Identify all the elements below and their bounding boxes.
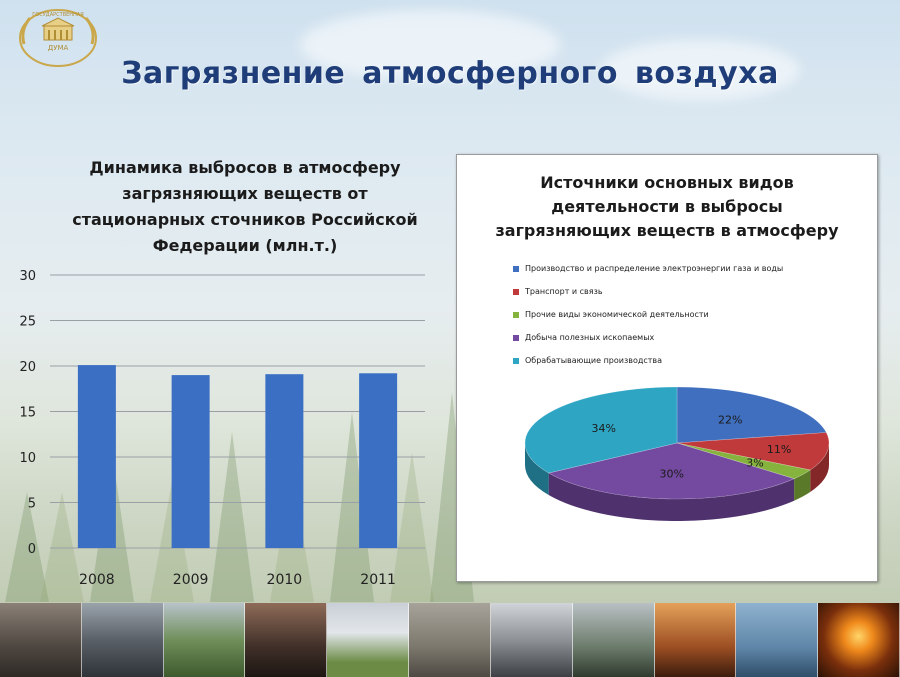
bar-chart-title-line: Динамика выбросов в атмосферу xyxy=(89,158,401,177)
bar xyxy=(359,373,397,548)
legend-label: Производство и распределение электроэнергии газа и воды xyxy=(525,264,784,273)
pie-chart-title-line: Источники основных видов xyxy=(540,173,794,192)
legend-swatch xyxy=(513,312,519,318)
y-tick-label: 15 xyxy=(19,405,36,421)
photo-train xyxy=(573,603,655,677)
legend-item xyxy=(513,257,783,280)
legend-label: Обрабатывающие производства xyxy=(525,356,663,365)
pie-slice-label: 22% xyxy=(718,413,743,427)
x-tick-label: 2008 xyxy=(79,572,115,588)
bar xyxy=(78,365,116,548)
photo-industrial-sunset xyxy=(655,603,737,677)
pie-slice-label: 11% xyxy=(766,442,792,456)
photo-factory-field xyxy=(327,603,409,677)
legend-item xyxy=(513,303,783,326)
pie-slice-label: 3% xyxy=(746,456,764,470)
photo-port-aerial xyxy=(736,603,818,677)
bar-chart-title xyxy=(40,155,450,259)
bar-chart-title-line: стационарных сточников Российской xyxy=(72,210,418,229)
legend-swatch xyxy=(513,289,519,295)
y-tick-label: 5 xyxy=(27,496,36,512)
legend-label: Прочие виды экономической деятельности xyxy=(525,310,709,319)
pie-chart-title-line: загрязняющих веществ в атмосферу xyxy=(495,221,839,240)
photo-city-smog xyxy=(0,603,82,677)
slide-title: Загрязнение атмосферного воздуха xyxy=(121,56,779,91)
y-tick-label: 25 xyxy=(19,314,36,330)
y-tick-label: 30 xyxy=(19,269,36,284)
photo-chimney-smoke xyxy=(245,603,327,677)
bar-chart xyxy=(0,255,440,595)
svg-text:ГОСУДАРСТВЕННАЯ: ГОСУДАРСТВЕННАЯ xyxy=(32,12,84,18)
bar xyxy=(265,374,303,548)
x-tick-label: 2009 xyxy=(172,572,209,588)
photo-person-mask xyxy=(491,603,573,677)
y-tick-label: 20 xyxy=(19,360,36,375)
x-tick-label: 2011 xyxy=(360,572,396,588)
legend-item xyxy=(513,280,783,303)
pie-chart xyxy=(457,355,877,575)
photo-traffic xyxy=(82,603,164,677)
photo-urban-haze xyxy=(409,603,491,677)
legend-swatch xyxy=(513,335,519,341)
x-tick-label: 2010 xyxy=(266,572,303,588)
legend-label: Транспорт и связь xyxy=(525,287,603,296)
bar-chart-title-line: загрязняющих веществ от xyxy=(122,184,368,203)
pie-slice-label: 34% xyxy=(591,422,616,436)
pie-chart-panel xyxy=(456,154,878,582)
pie-chart-title-line: деятельности в выбросы xyxy=(551,197,783,216)
photo-strip xyxy=(0,603,900,677)
photo-bus xyxy=(164,603,246,677)
legend-label: Добыча полезных ископаемых xyxy=(525,333,655,342)
photo-furnace xyxy=(818,603,900,677)
y-tick-label: 10 xyxy=(19,451,36,466)
bar xyxy=(172,375,210,548)
pie-slice-label: 30% xyxy=(659,467,684,481)
y-tick-label: 0 xyxy=(27,542,36,557)
bar-chart-title-line: Федерации (млн.т.) xyxy=(152,236,338,255)
legend-swatch xyxy=(513,266,519,272)
svg-text:ДУМА: ДУМА xyxy=(47,44,69,52)
pie-chart-title xyxy=(467,171,867,243)
legend-item xyxy=(513,326,783,349)
